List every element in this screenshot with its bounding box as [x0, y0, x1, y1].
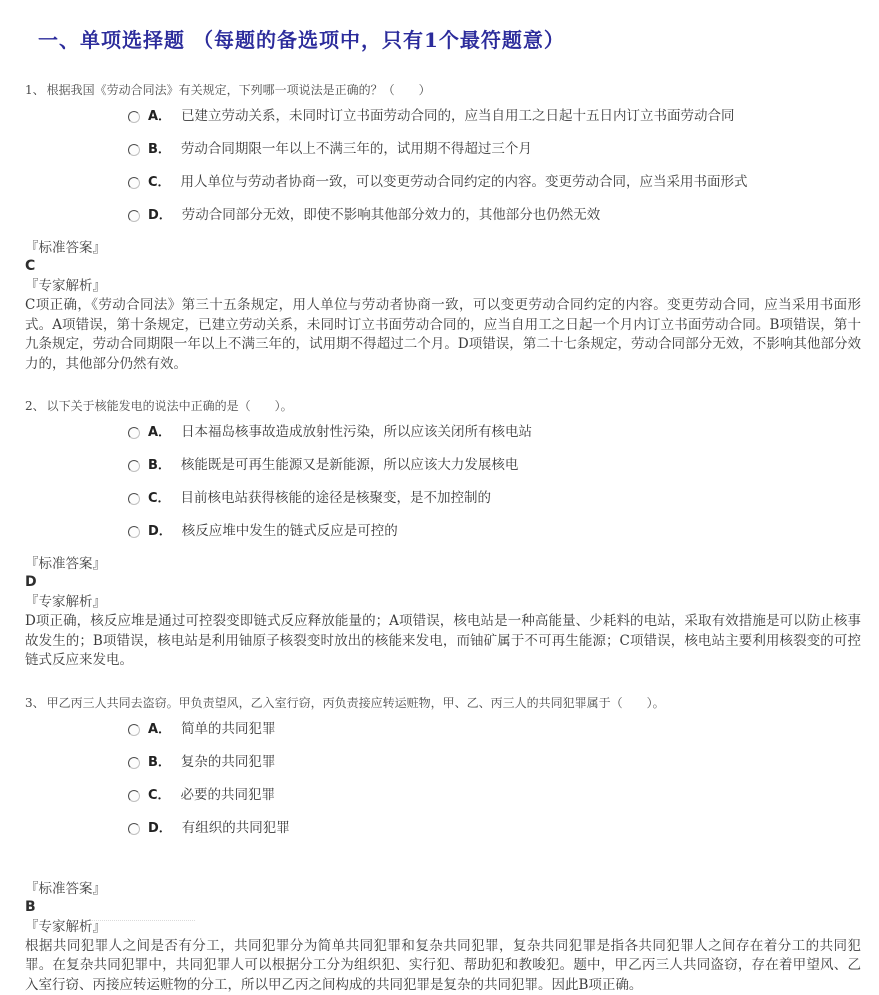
question-block-1 [0, 82, 879, 374]
radio-button[interactable] [128, 144, 140, 156]
radio-button[interactable] [128, 823, 140, 835]
question-block-2 [0, 398, 879, 671]
question-block-3 [0, 695, 879, 995]
expert-analysis-text: C项正确，《劳动合同法》第三十五条规定，用人单位与劳动者协商一致，可以变更劳动合同约定的内容。变更劳动合同，应当采用书面形式。A项错误，第十条规定，已建立劳动关系，未同时订立书面劳动合同的，应当自用工之日起一个月内订立书面劳动合同。B项错误，第十九条规定，劳动合同期限一年以上不满三年的，试用期不得超过二个月。D项错误，第二十七条规定，劳动合同部分无效，不影响其他部分效力的，其他部分仍然有效。 [25, 296, 861, 374]
radio-button[interactable] [128, 526, 140, 538]
options-group [0, 107, 879, 225]
radio-button[interactable] [128, 427, 140, 439]
question-text [25, 398, 859, 414]
radio-button[interactable] [128, 177, 140, 189]
radio-button[interactable] [128, 757, 140, 769]
question-number: 1、 [25, 83, 45, 97]
option-text: 用人单位与劳动者协商一致，可以变更劳动合同约定的内容。变更劳动合同，应当采用书面形式 [181, 173, 748, 192]
question-number: 3、 [25, 696, 45, 710]
option-text: 目前核电站获得核能的途径是核聚变，是不加控制的 [181, 489, 492, 508]
option-letter: C． [148, 489, 171, 508]
section-title: 一、单项选择题 （每题的备选项中，只有1个最符题意） [38, 28, 859, 52]
option-letter: D． [148, 522, 172, 541]
option-text: 日本福岛核事故造成放射性污染，所以应该关闭所有核电站 [181, 423, 532, 442]
options-group [0, 720, 879, 838]
options-group [0, 423, 879, 541]
option-letter: D． [148, 206, 172, 225]
radio-button[interactable] [128, 493, 140, 505]
expert-analysis-text: D项正确，核反应堆是通过可控裂变即链式反应释放能量的；A项错误，核电站是一种高能量、少耗料的电站，采取有效措施是可以防止核事故发生的；B项错误，核电站是利用铀原子核裂变时放出的核能来发电，而铀矿属于不可再生能源；C项错误，核电站主要利用核裂变的可控链式反应来发电。 [25, 612, 861, 671]
option-row-b[interactable] [128, 140, 859, 159]
option-row-c[interactable] [128, 489, 859, 508]
cutoff-next-content [85, 920, 195, 925]
expert-analysis-label: 『专家解析』 [25, 593, 859, 611]
expert-analysis-text: 根据共同犯罪人之间是否有分工，共同犯罪分为简单共同犯罪和复杂共同犯罪，复杂共同犯罪是指各共同犯罪人之间存在着分工的共同犯罪。在复杂共同犯罪中，共同犯罪人可以根据分工分为组织犯、实行犯、帮助犯和教唆犯。题中，甲乙丙三人共同盗窃，存在着甲望风、乙入室行窃、丙接应转运赃物的分工，所以甲乙丙之间构成的共同犯罪是复杂的共同犯罪。因此B项正确。 [25, 937, 861, 995]
standard-answer-label: 『标准答案』 [25, 880, 859, 898]
radio-button[interactable] [128, 790, 140, 802]
radio-button[interactable] [128, 460, 140, 472]
option-letter: C． [148, 173, 171, 192]
option-row-b[interactable] [128, 753, 859, 772]
option-text: 核能既是可再生能源又是新能源，所以应该大力发展核电 [181, 456, 519, 475]
option-letter: A． [148, 107, 171, 126]
radio-button[interactable] [128, 111, 140, 123]
option-row-b[interactable] [128, 456, 859, 475]
question-stem: 甲乙丙三人共同去盗窃。甲负责望风，乙入室行窃，丙负责接应转运赃物，甲、乙、丙三人的共同犯罪属于（ ）。 [47, 696, 665, 710]
option-letter: B． [148, 456, 171, 475]
option-text: 复杂的共同犯罪 [181, 753, 276, 772]
option-text: 核反应堆中发生的链式反应是可控的 [182, 522, 398, 541]
option-letter: B． [148, 753, 171, 772]
standard-answer-label: 『标准答案』 [25, 239, 859, 257]
option-row-a[interactable] [128, 423, 859, 442]
option-text: 简单的共同犯罪 [181, 720, 276, 739]
option-letter: A． [148, 423, 171, 442]
question-number: 2、 [25, 399, 45, 413]
question-stem: 以下关于核能发电的说法中正确的是（ ）。 [47, 399, 293, 413]
option-row-c[interactable] [128, 786, 859, 805]
option-text: 已建立劳动关系，未同时订立书面劳动合同的，应当自用工之日起十五日内订立书面劳动合同 [181, 107, 735, 126]
option-row-d[interactable] [128, 819, 859, 838]
question-text [25, 82, 859, 98]
option-letter: C． [148, 786, 171, 805]
radio-button[interactable] [128, 724, 140, 736]
radio-button[interactable] [128, 210, 140, 222]
option-text: 有组织的共同犯罪 [182, 819, 290, 838]
question-text [25, 695, 859, 711]
option-row-a[interactable] [128, 720, 859, 739]
option-text: 必要的共同犯罪 [181, 786, 276, 805]
option-letter: A． [148, 720, 171, 739]
exam-page [0, 28, 879, 925]
option-text: 劳动合同期限一年以上不满三年的，试用期不得超过三个月 [181, 140, 532, 159]
standard-answer-label: 『标准答案』 [25, 555, 859, 573]
option-letter: D． [148, 819, 172, 838]
expert-analysis-label: 『专家解析』 [25, 918, 859, 936]
option-row-c[interactable] [128, 173, 859, 192]
standard-answer-value: B [25, 898, 859, 916]
expert-analysis-label: 『专家解析』 [25, 277, 859, 295]
standard-answer-value: C [25, 257, 859, 275]
option-letter: B． [148, 140, 171, 159]
option-text: 劳动合同部分无效，即使不影响其他部分效力的，其他部分也仍然无效 [182, 206, 601, 225]
standard-answer-value: D [25, 573, 859, 591]
question-stem: 根据我国《劳动合同法》有关规定，下列哪一项说法是正确的？（ ） [47, 83, 431, 97]
option-row-a[interactable] [128, 107, 859, 126]
option-row-d[interactable] [128, 206, 859, 225]
option-row-d[interactable] [128, 522, 859, 541]
